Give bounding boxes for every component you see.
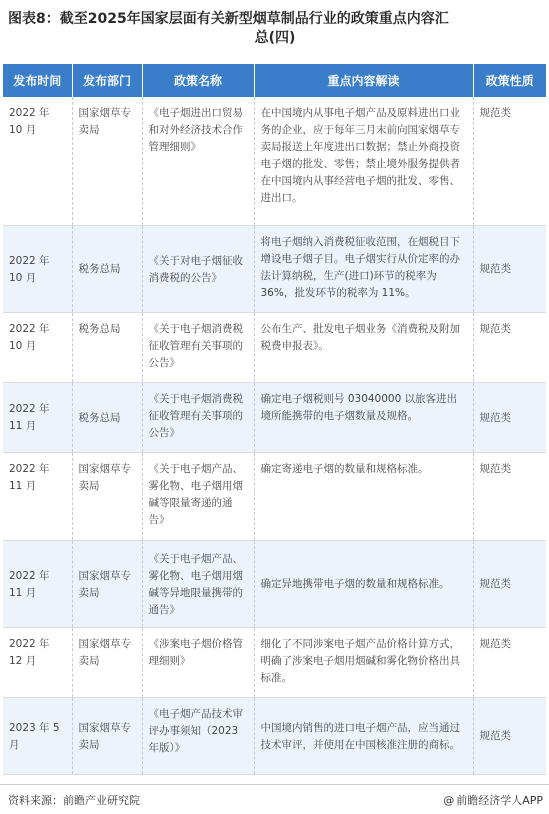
cell-dept: 税务总局 xyxy=(72,225,142,312)
title-line-1: 图表8：截至2025年国家层面有关新型烟草制品行业的政策重点内容汇 xyxy=(8,11,449,27)
cell-dept: 税务总局 xyxy=(72,312,142,382)
table-row xyxy=(3,627,546,697)
cell-name: 《电子烟产品技术审评办事须知（2023年版）》 xyxy=(142,697,254,774)
cell-date: 2022 年 11 月 xyxy=(3,540,72,627)
table-row xyxy=(3,97,546,225)
cell-name: 《关于电子烟产品、雾化物、电子烟用烟碱等异地限量携带的通告》 xyxy=(142,540,254,627)
cell-dept: 国家烟草专卖局 xyxy=(72,540,142,627)
cell-name: 《关于电子烟消费税征收管理有关事项的公告》 xyxy=(142,312,254,382)
cell-type: 规范类 xyxy=(473,382,546,452)
cell-date: 2022 年 11 月 xyxy=(3,382,72,452)
title-line-2: 总(四) xyxy=(254,30,296,46)
cell-date: 2022 年 10 月 xyxy=(3,97,72,225)
page-title xyxy=(8,10,542,48)
table-row xyxy=(3,382,546,452)
cell-content: 确定异地携带电子烟的数量和规格标准。 xyxy=(254,540,473,627)
cell-content: 确定电子烟税则号 03040000 以旅客进出境所能携带的电子烟数量及规格。 xyxy=(254,382,473,452)
cell-dept: 国家烟草专卖局 xyxy=(72,97,142,225)
table-row xyxy=(3,312,546,382)
source-note: 资料来源：前瞻产业研究院 xyxy=(8,794,140,807)
header-date: 发布时间 xyxy=(3,64,72,97)
header-name: 政策名称 xyxy=(142,64,254,97)
header-type: 政策性质 xyxy=(473,64,546,97)
brand-credit xyxy=(443,792,543,808)
cell-name: 《涉案电子烟价格管理细则》 xyxy=(142,627,254,697)
cell-type: 规范类 xyxy=(473,697,546,774)
cell-type: 规范类 xyxy=(473,627,546,697)
at-icon: @ xyxy=(443,794,455,807)
cell-content: 在中国境内从事电子烟产品及原料进出口业务的企业，应于每年三月末前向国家烟草专卖局报送上年度进出口数据；禁止外商投资电子烟的批发、零售；禁止境外服务提供者在中国境内从事经营电子烟的批发、零售、进出口。 xyxy=(254,97,473,225)
cell-date: 2022 年 10 月 xyxy=(3,312,72,382)
cell-type: 规范类 xyxy=(473,452,546,540)
table-row xyxy=(3,697,546,774)
table-row xyxy=(3,540,546,627)
cell-name: 《关于电子烟消费税征收管理有关事项的公告》 xyxy=(142,382,254,452)
table-header-row xyxy=(3,64,546,97)
brand-name: 前瞻经济学人APP xyxy=(456,794,543,807)
cell-dept: 国家烟草专卖局 xyxy=(72,697,142,774)
cell-type: 规范类 xyxy=(473,97,546,225)
cell-name: 《电子烟进出口贸易和对外经济技术合作管理细则》 xyxy=(142,97,254,225)
cell-date: 2022 年 11 月 xyxy=(3,452,72,540)
cell-content: 中国境内销售的进口电子烟产品，应当通过技术审评，并使用在中国核准注册的商标。 xyxy=(254,697,473,774)
cell-content: 公布生产、批发电子烟业务《消费税及附加税费申报表》。 xyxy=(254,312,473,382)
cell-content: 细化了不同涉案电子烟产品价格计算方式，明确了涉案电子烟用烟碱和雾化物价格出具标准。 xyxy=(254,627,473,697)
header-content: 重点内容解读 xyxy=(254,64,473,97)
cell-dept: 税务总局 xyxy=(72,382,142,452)
cell-content: 确定寄递电子烟的数量和规格标准。 xyxy=(254,452,473,540)
cell-type: 规范类 xyxy=(473,540,546,627)
footer xyxy=(0,784,549,814)
cell-date: 2022 年 12 月 xyxy=(3,627,72,697)
cell-dept: 国家烟草专卖局 xyxy=(72,452,142,540)
cell-dept: 国家烟草专卖局 xyxy=(72,627,142,697)
cell-name: 《关于对电子烟征收消费税的公告》 xyxy=(142,225,254,312)
cell-date: 2022 年 10 月 xyxy=(3,225,72,312)
cell-type: 规范类 xyxy=(473,225,546,312)
cell-date: 2023 年 5 月 xyxy=(3,697,72,774)
cell-name: 《关于电子烟产品、雾化物、电子烟用烟碱等限量寄递的通告》 xyxy=(142,452,254,540)
table-row xyxy=(3,452,546,540)
table-row xyxy=(3,225,546,312)
header-dept: 发布部门 xyxy=(72,64,142,97)
policy-table xyxy=(3,64,546,775)
cell-type: 规范类 xyxy=(473,312,546,382)
cell-content: 将电子烟纳入消费税征收范围，在烟税目下增设电子烟子目。电子烟实行从价定率的办法计算纳税，生产(进口)环节的税率为 36%，批发环节的税率为 11%。 xyxy=(254,225,473,312)
